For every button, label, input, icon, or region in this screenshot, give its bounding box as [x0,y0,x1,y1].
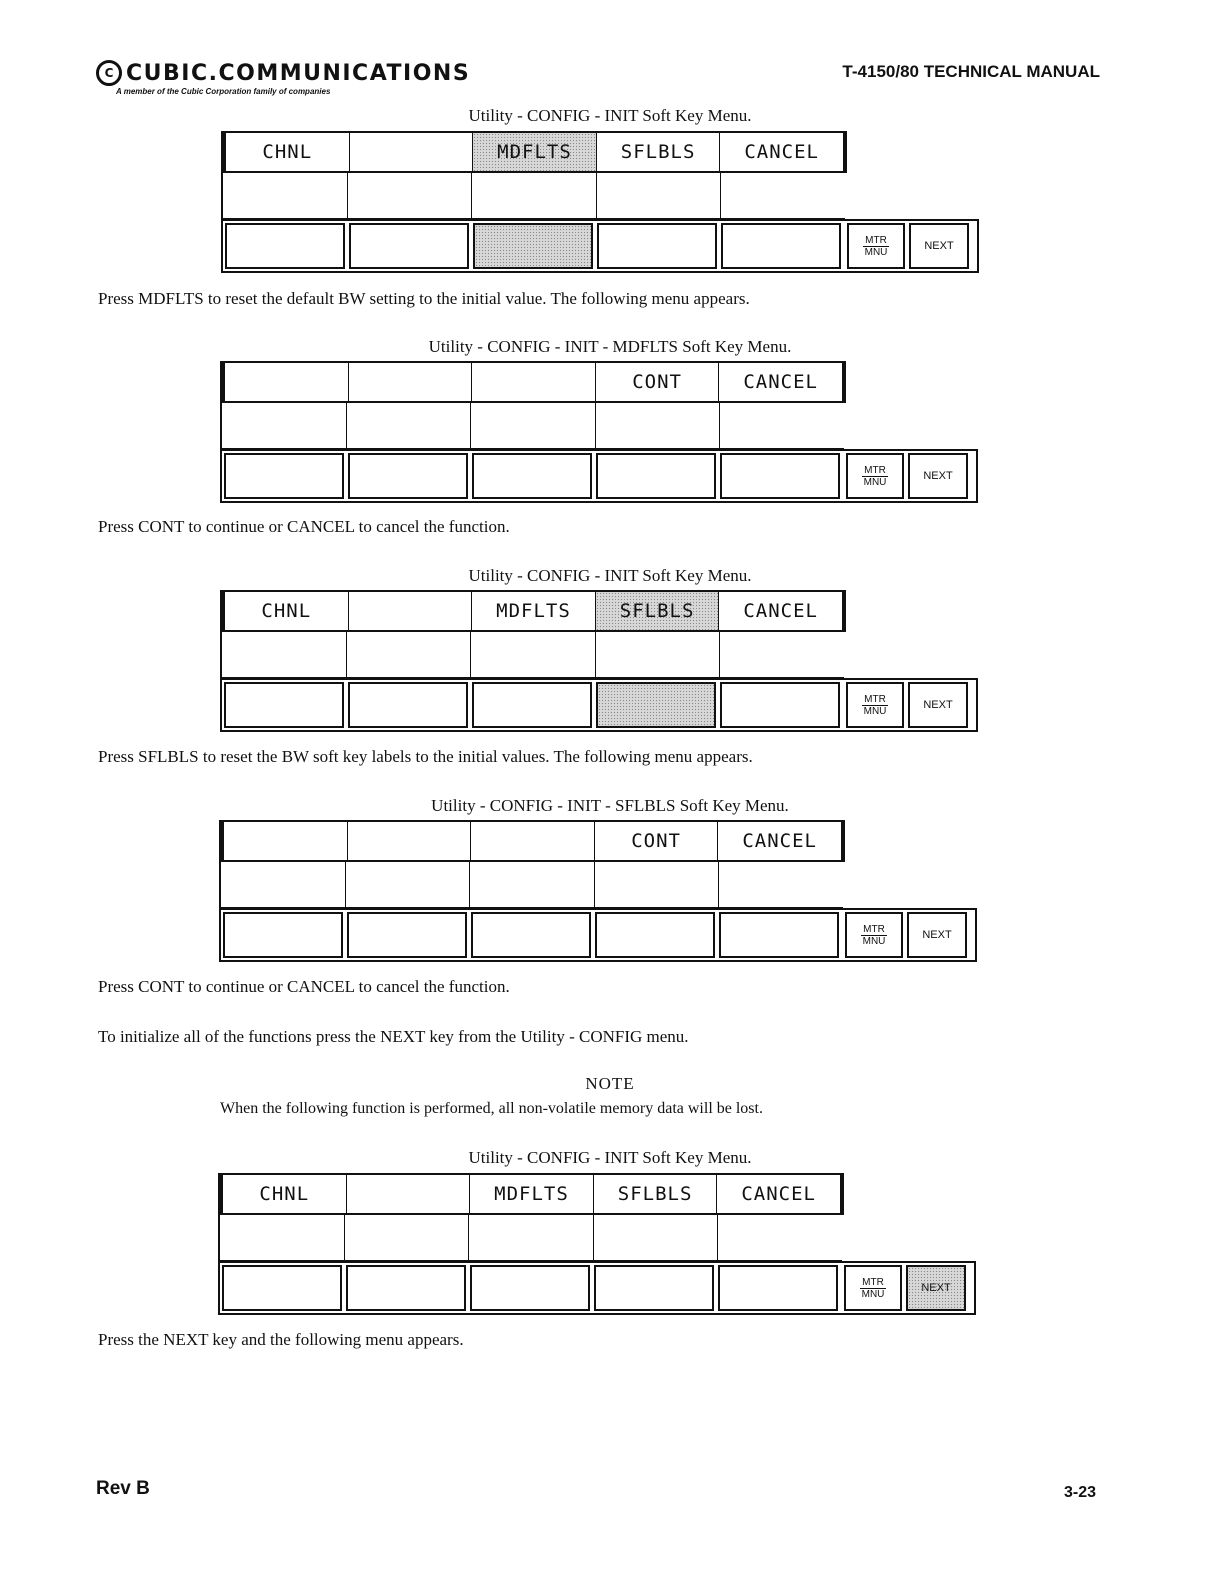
spacer-cell [346,632,471,678]
spacer-cell [220,1215,344,1261]
mtr-label: MTR [862,1276,884,1288]
soft-key-button[interactable] [347,912,467,958]
soft-key-label: CANCEL [718,592,842,630]
soft-key-label: CONT [594,822,718,860]
next-button[interactable]: NEXT [908,453,968,499]
soft-key-label: MDFLTS [471,592,595,630]
soft-key-label [347,822,471,860]
soft-key-button[interactable] [223,912,343,958]
company-name: CUBIC.COMMUNICATIONS [126,60,471,86]
soft-key-label: CANCEL [716,1175,840,1213]
soft-key-button[interactable] [594,1265,714,1311]
paragraph: To initialize all of the functions press the NEXT key from the Utility - CONFIG menu. [98,1027,689,1046]
spacer-cell [470,403,595,449]
soft-key-label [348,592,472,630]
soft-key-label-row [219,820,845,862]
soft-key-label [348,363,472,401]
spacer-cell [468,1215,593,1261]
soft-key-label: SFLBLS [595,592,719,630]
spacer-cell [593,1215,718,1261]
spacer-cell [344,1215,469,1261]
soft-key-button[interactable] [224,453,344,499]
soft-key-button[interactable] [471,912,591,958]
next-button[interactable]: NEXT [907,912,967,958]
spacer-cell [720,173,845,219]
company-brand [96,60,470,96]
spacer-cell [223,173,347,219]
mtr-label: MTR [865,234,887,246]
mtr-mnu-button[interactable] [844,1265,902,1311]
next-button[interactable]: NEXT [906,1265,966,1311]
spacer-cell [469,862,594,908]
soft-key-label-row [220,361,846,403]
soft-key-label: CHNL [222,592,348,630]
soft-key-button[interactable] [222,1265,342,1311]
mnu-label: MNU [864,246,888,258]
soft-key-button[interactable] [718,1265,838,1311]
soft-key-label [346,1175,470,1213]
spacer-cell [595,403,720,449]
soft-key-button[interactable] [225,223,345,269]
soft-key-button[interactable] [470,1265,590,1311]
menu-caption: Utility - CONFIG - INIT Soft Key Menu. [468,1148,752,1167]
mtr-mnu-button[interactable] [846,682,904,728]
soft-key-label-row [218,1173,844,1215]
soft-key-panel [220,361,980,503]
soft-key-label [349,133,473,171]
soft-key-spacer-row [219,862,843,908]
mnu-label: MNU [861,1288,885,1300]
mtr-mnu-button[interactable] [847,223,905,269]
soft-key-button[interactable] [349,223,469,269]
soft-key-button-row [220,678,978,732]
soft-key-label: CANCEL [718,363,842,401]
soft-key-spacer-row [220,403,844,449]
soft-key-panel [221,131,981,273]
spacer-cell [345,862,470,908]
spacer-cell [222,632,346,678]
soft-key-label: MDFLTS [469,1175,593,1213]
paragraph: Press CONT to continue or CANCEL to cancel the function. [98,977,510,996]
soft-key-button[interactable] [348,682,468,728]
menu-caption: Utility - CONFIG - INIT - SFLBLS Soft Key Menu. [431,796,789,815]
spacer-cell [346,403,471,449]
soft-key-button[interactable] [596,682,716,728]
next-button[interactable]: NEXT [908,682,968,728]
spacer-cell [470,632,595,678]
spacer-cell [347,173,472,219]
menu-caption: Utility - CONFIG - INIT - MDFLTS Soft Key Menu. [428,337,792,356]
soft-key-button[interactable] [473,223,593,269]
soft-key-label: SFLBLS [593,1175,717,1213]
soft-key-label: CHNL [220,1175,346,1213]
soft-key-panel [219,820,979,962]
soft-key-label: CONT [595,363,719,401]
spacer-cell [222,403,346,449]
note-text: When the following function is performed, all non-volatile memory data will be lost. [220,1100,763,1117]
soft-key-label: SFLBLS [596,133,720,171]
revision-label: Rev B [96,1478,150,1499]
soft-key-label: CANCEL [719,133,843,171]
page-number: 3-23 [1063,1484,1096,1501]
soft-key-button[interactable] [596,453,716,499]
paragraph: Press MDFLTS to reset the default BW setting to the initial value. The following menu appears. [98,289,750,308]
soft-key-button[interactable] [348,453,468,499]
soft-key-label-row [220,590,846,632]
soft-key-button-row [218,1261,976,1315]
paragraph: Press SFLBLS to reset the BW soft key labels to the initial values. The following menu appears. [98,747,753,766]
spacer-cell [596,173,721,219]
soft-key-button[interactable] [595,912,715,958]
paragraph: Press the NEXT key and the following menu appears. [98,1330,464,1349]
spacer-cell [471,173,596,219]
mnu-label: MNU [863,705,887,717]
soft-key-button[interactable] [224,682,344,728]
spacer-cell [717,1215,842,1261]
company-tagline: A member of the Cubic Corporation family of companies [116,87,331,96]
spacer-cell [595,632,720,678]
mtr-label: MTR [864,693,886,705]
soft-key-button[interactable] [720,682,840,728]
note-title: NOTE [585,1074,635,1093]
next-button[interactable]: NEXT [909,223,969,269]
spacer-cell [719,632,844,678]
soft-key-panel [220,590,980,732]
spacer-cell [221,862,345,908]
mnu-label: MNU [863,476,887,488]
mtr-label: MTR [864,464,886,476]
soft-key-panel [218,1173,978,1315]
cubic-logo-icon: C [96,60,122,86]
soft-key-button[interactable] [346,1265,466,1311]
soft-key-button[interactable] [721,223,841,269]
soft-key-label: MDFLTS [472,133,596,171]
menu-caption: Utility - CONFIG - INIT Soft Key Menu. [468,566,752,585]
paragraph: Press CONT to continue or CANCEL to cancel the function. [98,517,510,536]
spacer-cell [719,403,844,449]
mtr-mnu-button[interactable] [845,912,903,958]
soft-key-button[interactable] [597,223,717,269]
soft-key-spacer-row [218,1215,842,1261]
soft-key-button[interactable] [472,453,592,499]
soft-key-button[interactable] [472,682,592,728]
soft-key-button[interactable] [720,453,840,499]
soft-key-label [221,822,347,860]
mtr-mnu-button[interactable] [846,453,904,499]
soft-key-spacer-row [221,173,845,219]
soft-key-button[interactable] [719,912,839,958]
soft-key-label [470,822,594,860]
soft-key-button-row [219,908,977,962]
mnu-label: MNU [862,935,886,947]
soft-key-label [471,363,595,401]
soft-key-label: CHNL [223,133,349,171]
soft-key-spacer-row [220,632,844,678]
spacer-cell [718,862,843,908]
soft-key-label-row [221,131,847,173]
soft-key-button-row [220,449,978,503]
mtr-label: MTR [863,923,885,935]
soft-key-button-row [221,219,979,273]
soft-key-label: CANCEL [717,822,841,860]
spacer-cell [594,862,719,908]
soft-key-label [222,363,348,401]
manual-title: T-4150/80 TECHNICAL MANUAL [842,62,1100,81]
menu-caption: Utility - CONFIG - INIT Soft Key Menu. [468,106,752,125]
